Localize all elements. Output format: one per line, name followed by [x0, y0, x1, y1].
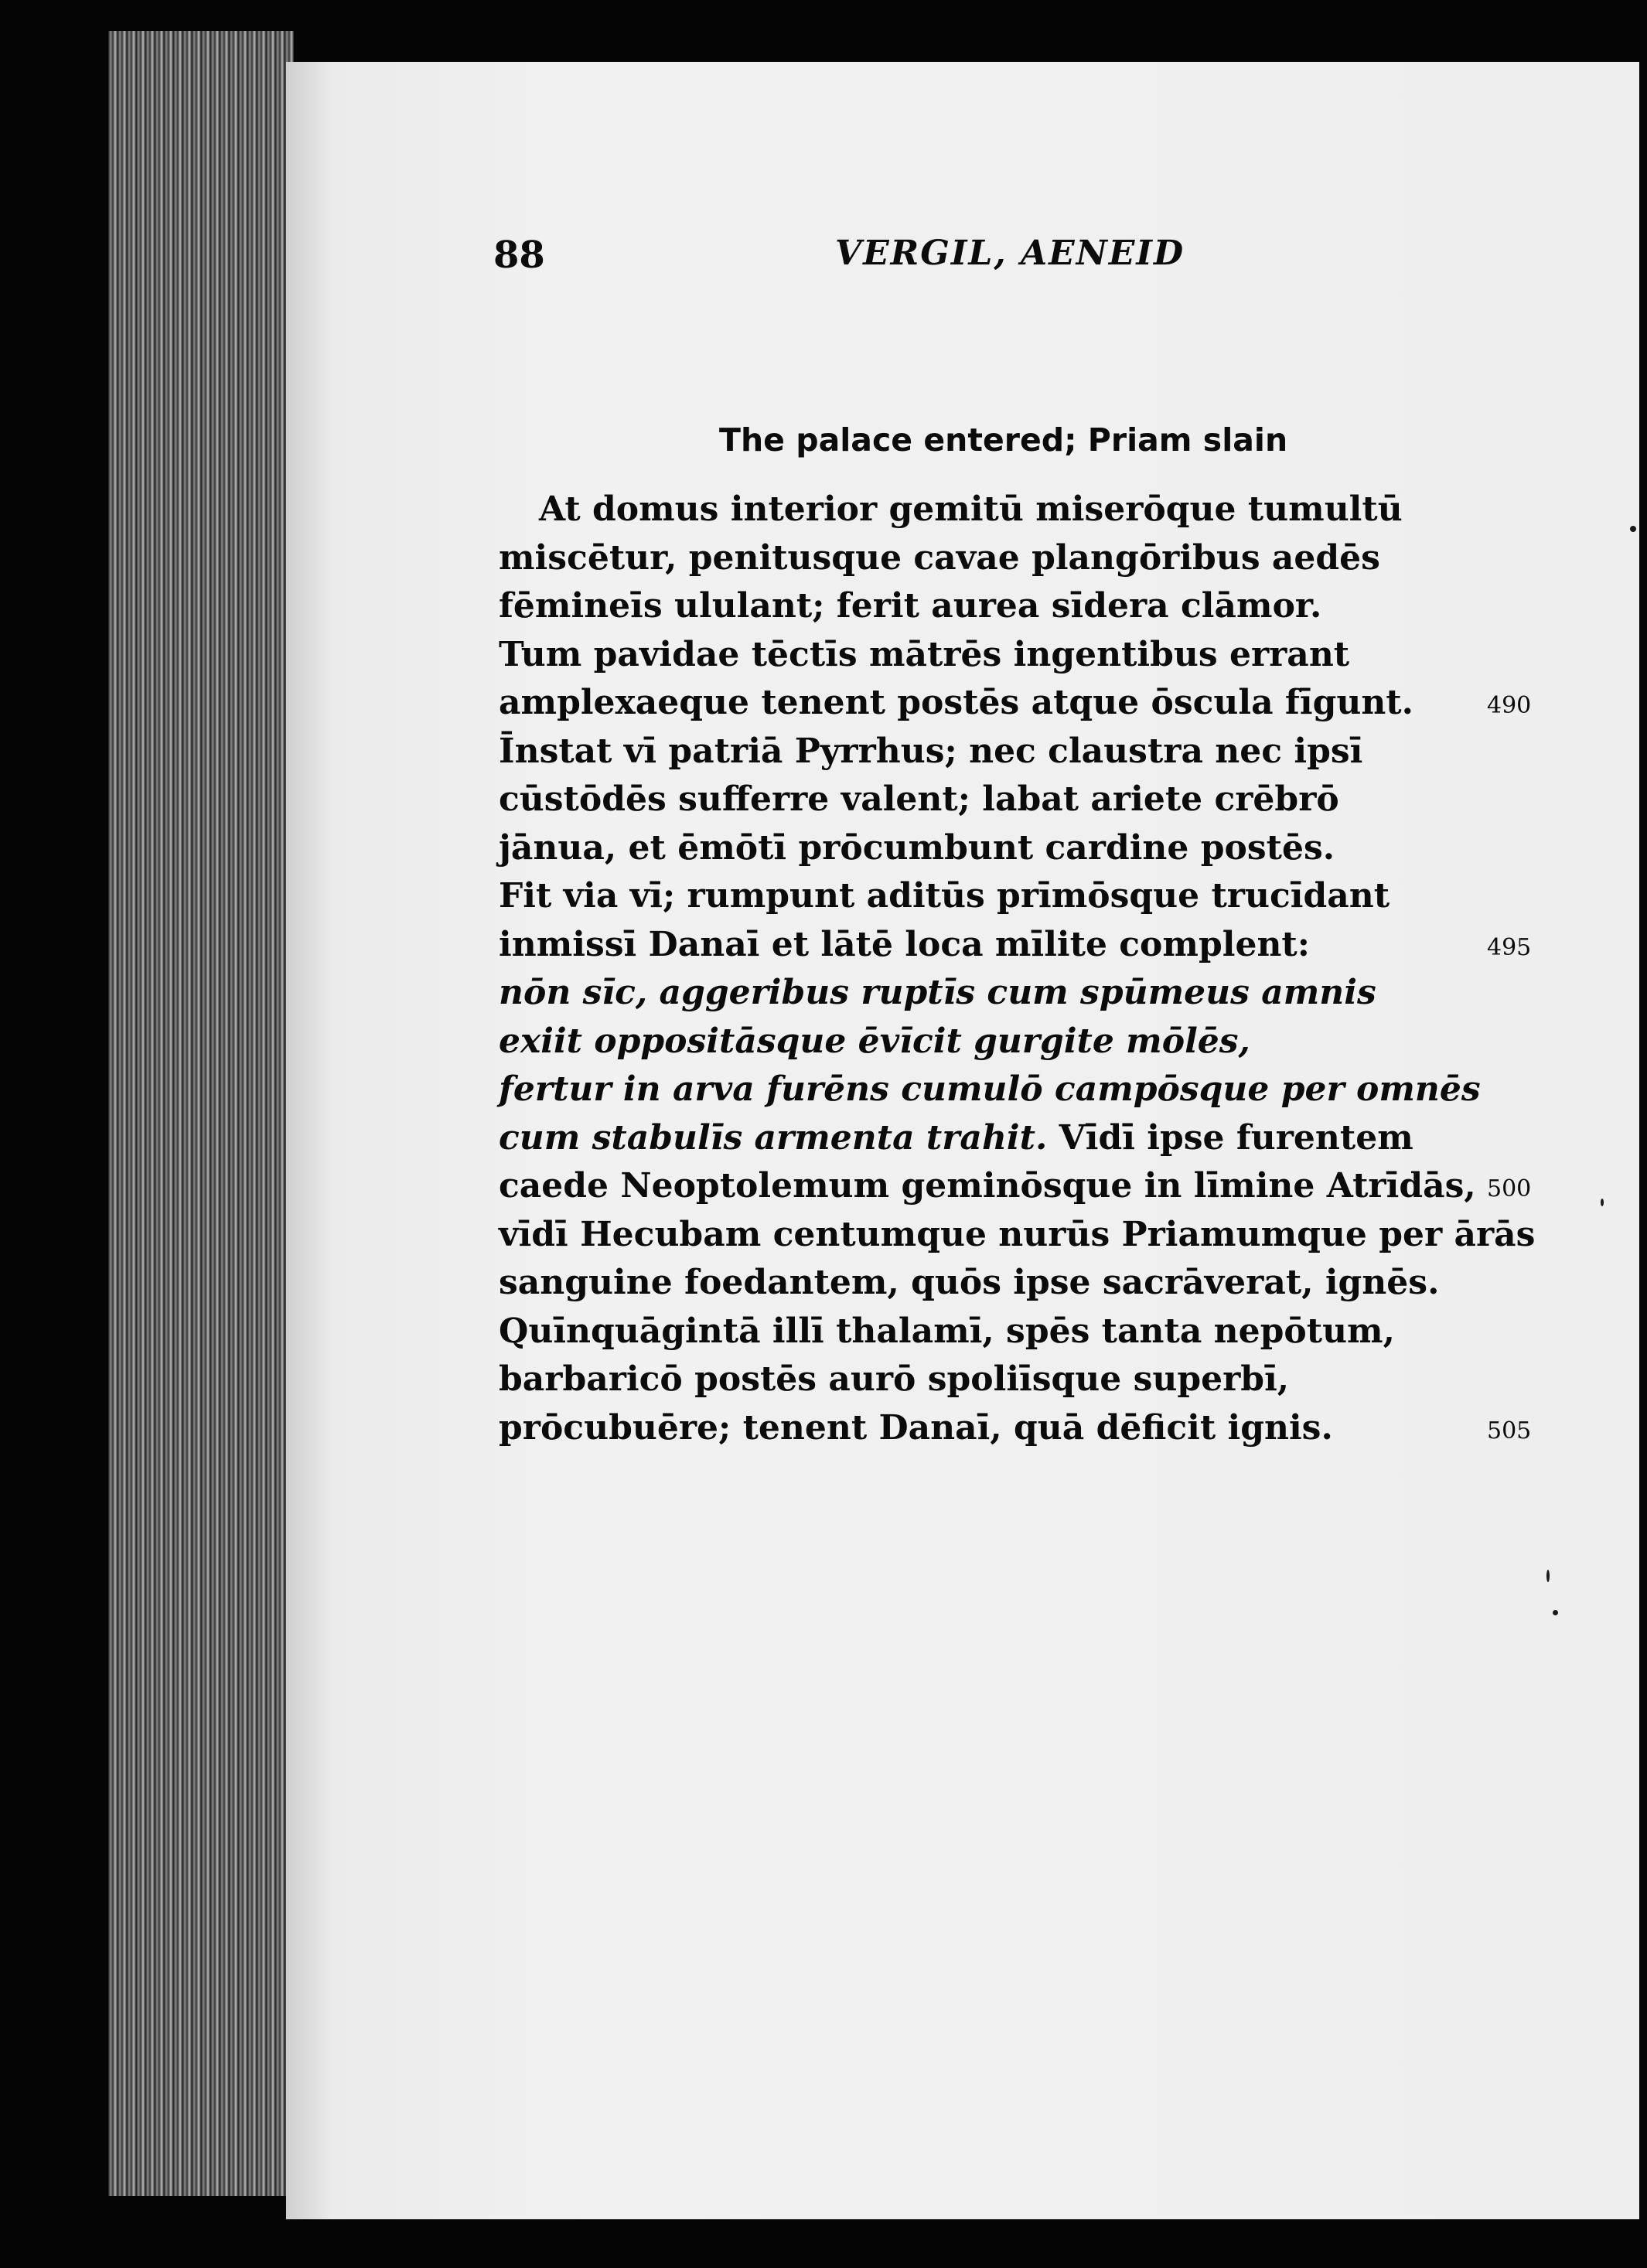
- verse-text: miscētur, penitusque cavae plangōribus aedēs: [499, 537, 1380, 578]
- verse-text: caede Neoptolemum geminōsque in līmine Atrīdās,: [499, 1166, 1476, 1206]
- verse-line: [499, 1066, 1628, 1114]
- line-number: 490: [1487, 692, 1532, 719]
- verse-text: exiit oppositāsque ēvīcit gurgite mōlēs,: [499, 1021, 1250, 1061]
- verse-line: [499, 582, 1628, 631]
- section-heading: The palace entered; Priam slain: [719, 421, 1288, 459]
- verse-text: sanguine foedantem, quōs ipse sacrāverat, ignēs.: [499, 1263, 1440, 1302]
- verse-line: [499, 872, 1628, 921]
- verse-text: Quīnquāgintā illī thalamī, spēs tanta nepōtum,: [499, 1311, 1395, 1351]
- verse-text: prōcubuēre; tenent Danaī, quā dēficit ignis.: [499, 1407, 1333, 1448]
- line-number: 495: [1487, 933, 1532, 961]
- verse-line: [499, 1018, 1628, 1066]
- verse-line: [499, 969, 1628, 1018]
- verse-line: [499, 1162, 1628, 1211]
- page-edges: [108, 31, 294, 2196]
- verse-line: [499, 1259, 1628, 1308]
- verse-text: fertur in arva furēns cumulō campōsque per omnēs: [499, 1069, 1481, 1109]
- verse-line: [499, 1211, 1628, 1260]
- verse-text: At domus interior gemitū miserōque tumultū: [539, 489, 1403, 529]
- speck: [1630, 526, 1636, 532]
- speck: [1601, 1199, 1604, 1206]
- verse-line: [499, 921, 1628, 970]
- verse-text: Fit via vī; rumpunt aditūs prīmōsque trucīdant: [499, 876, 1390, 916]
- verse-line: [499, 1114, 1628, 1163]
- verse-line: [499, 534, 1628, 583]
- verse-line: [499, 1308, 1628, 1356]
- book-page: [286, 62, 1639, 2219]
- verse-line: [499, 824, 1628, 873]
- verse-text-roman: Vīdī ipse furentem: [1047, 1117, 1413, 1158]
- verse-text: jānua, et ēmōtī prōcumbunt cardine postēs.: [499, 827, 1335, 868]
- verse-line: [499, 1356, 1628, 1404]
- verse-line: [499, 1404, 1628, 1453]
- verse-line: [499, 776, 1628, 824]
- verse-line: [499, 486, 1628, 534]
- line-number: 505: [1487, 1417, 1532, 1444]
- speck: [1553, 1610, 1558, 1615]
- verse-text: nōn sīc, aggeribus ruptīs cum spūmeus amnis: [499, 973, 1376, 1012]
- running-head: [286, 234, 1639, 295]
- verse-text-italic: cum stabulīs armenta trahit.: [499, 1117, 1048, 1158]
- verse-text: Īnstat vī patriā Pyrrhus; nec claustra nec ipsī: [499, 731, 1363, 771]
- verse-line: [499, 679, 1628, 728]
- line-number: 500: [1487, 1175, 1532, 1202]
- verse-text: amplexaeque tenent postēs atque ōscula fīgunt.: [499, 683, 1413, 722]
- verse-text: [499, 1118, 1413, 1158]
- verse-block: [499, 486, 1628, 1452]
- verse-text: inmissī Danaī et lātē loca mīlite complent:: [499, 924, 1310, 964]
- verse-text: barbaricō postēs aurō spoliīsque superbī,: [499, 1359, 1290, 1399]
- verse-text: vīdī Hecubam centumque nurūs Priamumque per ārās: [499, 1214, 1536, 1254]
- verse-text: fēmineīs ululant; ferit aurea sīdera clāmor.: [499, 586, 1322, 626]
- page-number: 88: [493, 234, 545, 277]
- running-title: VERGIL, AENEID: [835, 234, 1185, 273]
- verse-text: Tum pavidae tēctīs mātrēs ingentibus errant: [499, 634, 1350, 674]
- verse-line: [499, 728, 1628, 776]
- speck: [1546, 1570, 1550, 1582]
- verse-text: cūstōdēs sufferre valent; labat ariete crēbrō: [499, 779, 1339, 819]
- verse-line: [499, 631, 1628, 680]
